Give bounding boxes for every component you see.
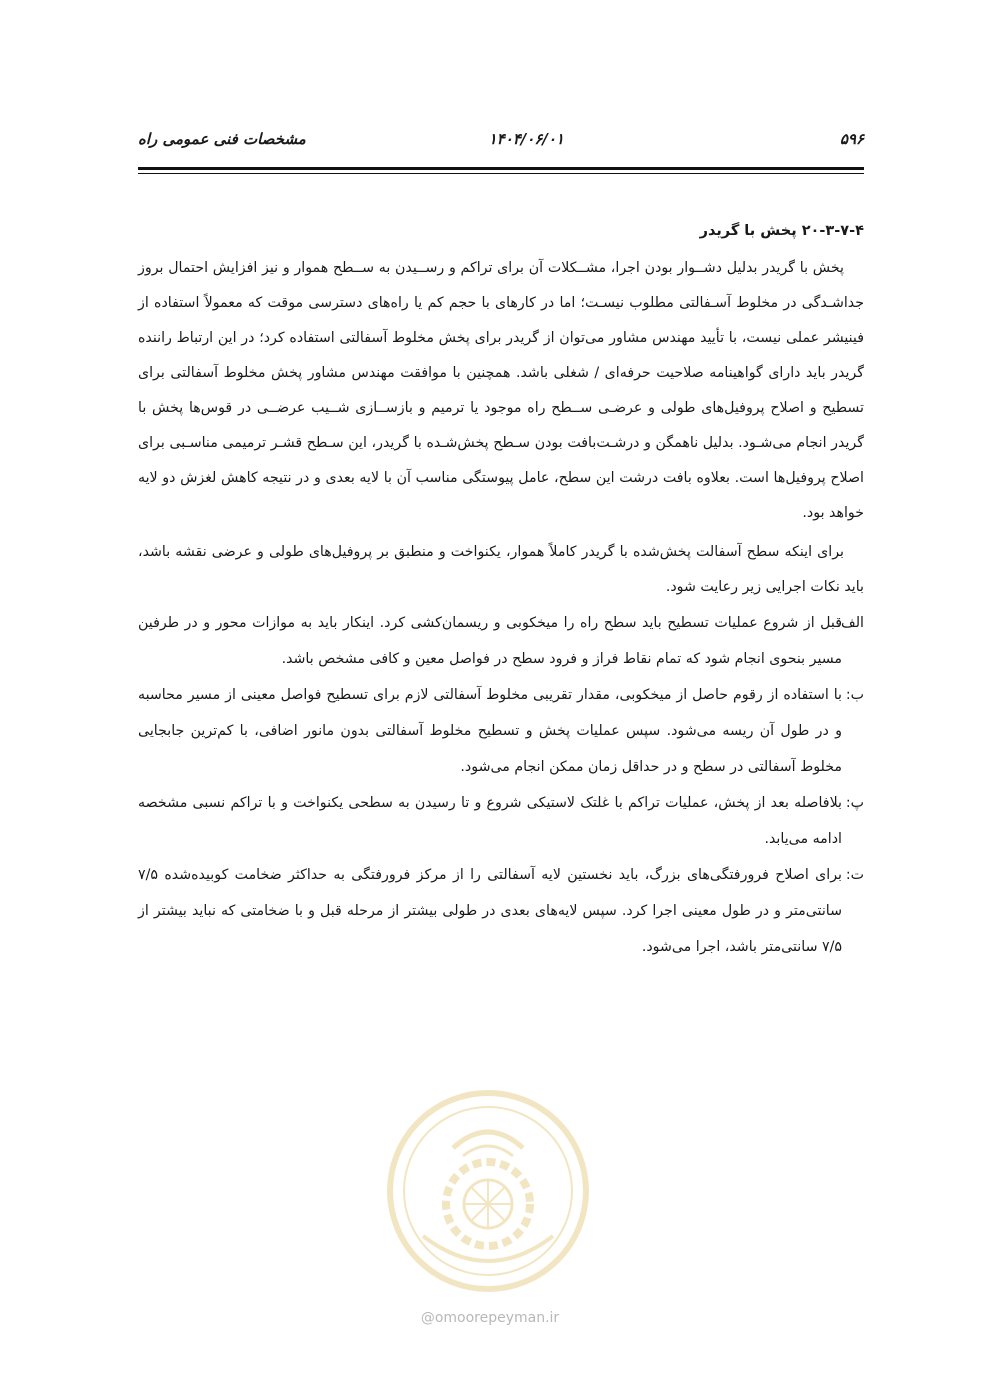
list-item: [138, 785, 864, 857]
list-item-text: با استفاده از رقوم حاصل از میخکوبی، مقدار تقریبی مخلوط آسفالتی لازم برای تسطیح فواصل معینی از مسیر محاسبه و در طول آن ریسه می‌شود. سپس عملیات پخش و تسطیح مخلوط آسفالتی بدون مانور اضافی، با کم‌ترین جابجایی مخلوط آسفالتی در سطح و در حداقل زمان ممکن انجام می‌شود.: [138, 687, 842, 775]
watermark-seal-icon: [383, 1086, 593, 1296]
paragraph: برای اینکه سطح آسفالت پخش‌شده با گریدر کاملاً هموار، یکنواخت و منطبق بر پروفیل‌های طولی و عرضی نقشه باشد، باید نکات اجرایی زیر رعایت شود.: [138, 544, 864, 595]
list-item-text: قبل از شروع عملیات تسطیح باید سطح راه را میخکوبی و ریسمان‌کشی کرد. اینکار باید به موازات محور و در طرفین مسیر بنحوی انجام شود که تمام نقاط فراز و فرود سطح در فواصل معین و کافی مشخص باشد.: [138, 615, 842, 667]
section-heading: ۲۰-۳-۷-۴ پخش با گریدر: [699, 223, 864, 239]
header-title: مشخصات فنی عمومی راه: [138, 130, 306, 148]
section-body: [138, 216, 864, 965]
list-item-text: برای اصلاح فرورفتگی‌های بزرگ، باید نخستین لایه آسفالتی را از مرکز فرورفتگی به حداکثر ضخامت کوبیده‌شده ۷/۵ سانتی‌متر و در طول معینی اجرا کرد. سپس لایه‌های بعدی در طولی بیشتر از مرحله قبل و با ضخامتی که نباید بیشتر از ۷/۵ سانتی‌متر باشد، اجرا می‌شود.: [138, 867, 842, 955]
paragraph: پخش با گریدر بدلیل دشــوار بودن اجرا، مشــکلات آن برای تراکم و رســیدن به ســطح هموار و نیز افزایش احتمال بروز جداشـدگی در مخلوط آسـفالتی مطلوب نیسـت؛ اما در کارهای با حجم کم یا راه‌های دسترسی موقت که معمولاً استفاده از فینیشر عملی نیست، با تأیید مهندس مشاور می‌توان از گریدر برای پخش مخلوط آسفالتی استفاده کرد؛ در این ارتباط راننده گریدر باید دارای گواهینامه صلاحیت حرفه‌ای / شغلی باشد. همچنین با موافقت مهندس مشاور پخش مخلوط آسفالتی برای تسطیح و اصلاح پروفیل‌های طولی و عرضـی ســطح راه موجود یا ترمیم و بازســازی شــیب عرضــی در قوس‌ها پخش با گریدر انجام می‌شـود. بدلیل ناهمگن و درشـت‌بافت بودن سـطح پخش‌شـده با گریدر، این سـطح قشـر ترمیمی مناسـبی برای اصلاح پروفیل‌ها است. بعلاوه بافت درشت این سطح، عامل پیوستگی مناسب آن با لایه بعدی و در نتیجه کاهش لغزش دو لایه خواهد بود.: [138, 260, 864, 521]
list-item: [138, 605, 864, 677]
watermark-url: @omoorepeyman.ir: [420, 1310, 560, 1326]
header-rule-thin: [138, 173, 864, 174]
list-item-label: الف:: [836, 615, 864, 631]
header-rule-thick: [138, 167, 864, 170]
page-number: ۵۹۶: [839, 130, 864, 148]
list-item-text: بلافاصله بعد از پخش، عملیات تراکم با غلتک لاستیکی شروع و تا رسیدن به سطحی یکنواخت و با تراکم نسبی مشخصه ادامه می‌یابد.: [138, 795, 842, 847]
list-item-label: پ:: [845, 795, 864, 811]
page-header: [138, 128, 864, 160]
list-item-label: ت:: [845, 867, 864, 883]
list-item: [138, 857, 864, 965]
list-item-label: ب:: [845, 687, 864, 703]
list-item: [138, 677, 864, 785]
header-date: ۱۴۰۴/۰۶/۰۱: [488, 130, 564, 148]
